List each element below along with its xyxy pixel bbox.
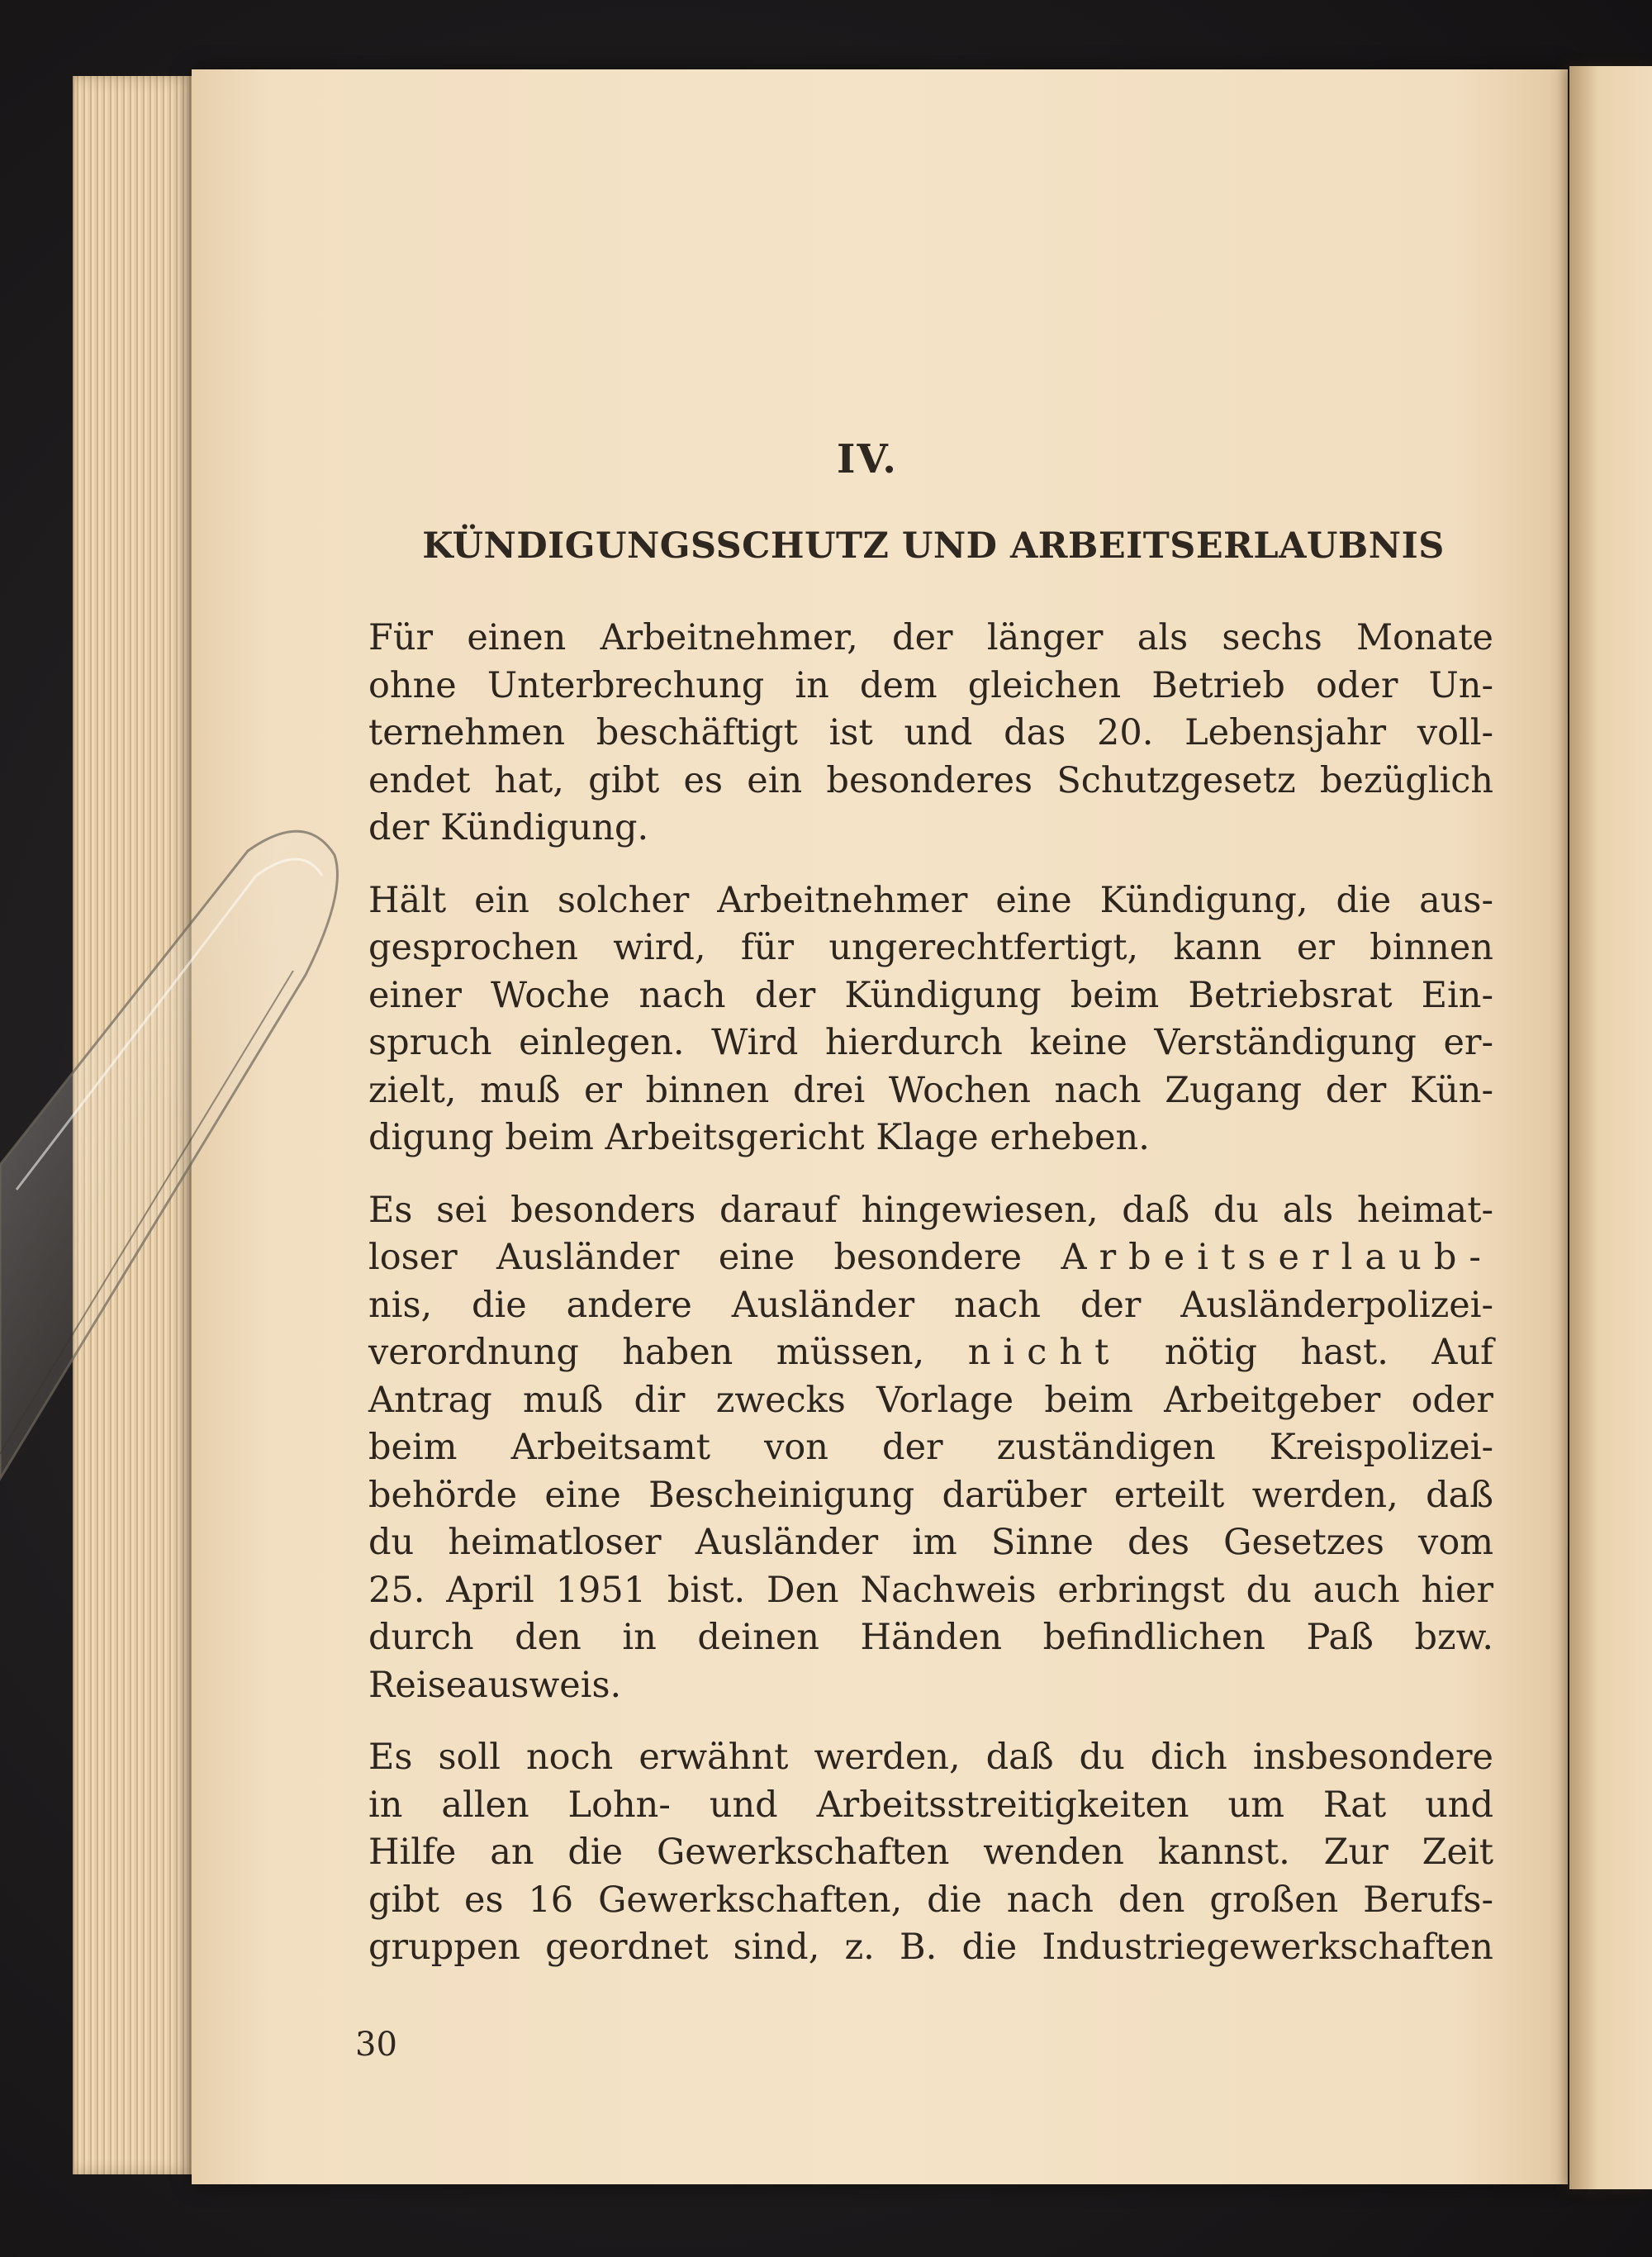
text-line: Hält ein solcher Arbeitnehmer eine Kündigung, die aus- bbox=[368, 879, 1493, 921]
paragraph-4 bbox=[368, 1734, 1493, 1972]
chapter-title: KÜNDIGUNGSSCHUTZ UND ARBEITSERLAUBNIS bbox=[422, 525, 1445, 567]
chapter-number: IV. bbox=[836, 436, 898, 482]
text-line: der Kündigung. bbox=[368, 807, 649, 848]
text-line: gesprochen wird, für ungerechtfertigt, kann er binnen bbox=[368, 927, 1493, 968]
text-line: in allen Lohn- und Arbeitsstreitigkeiten um Rat und bbox=[368, 1784, 1493, 1826]
page-number: 30 bbox=[355, 2026, 397, 2064]
paragraph-3 bbox=[368, 1187, 1493, 1710]
paragraph-1 bbox=[368, 615, 1493, 853]
emphasized-word: nicht bbox=[967, 1332, 1122, 1373]
text-line: einer Woche nach der Kündigung beim Betriebsrat Ein- bbox=[368, 974, 1493, 1016]
text-line: gibt es 16 Gewerkschaften, die nach den großen Berufs- bbox=[368, 1879, 1493, 1921]
text-line: behörde eine Bescheinigung darüber erteilt werden, daß bbox=[368, 1474, 1493, 1516]
text-line: Reiseausweis. bbox=[368, 1664, 622, 1706]
text-line: durch den in deinen Händen befindlichen Paß bzw. bbox=[368, 1617, 1493, 1658]
text-line: gruppen geordnet sind, z. B. die Industriegewerkschaften bbox=[368, 1927, 1493, 1968]
text-line: zielt, muß er binnen drei Wochen nach Zugang der Kün- bbox=[368, 1069, 1493, 1111]
page-edges bbox=[73, 76, 200, 2174]
text-line: du heimatloser Ausländer im Sinne des Gesetzes vom bbox=[368, 1522, 1493, 1563]
text-line: Für einen Arbeitnehmer, der länger als sechs Monate bbox=[368, 617, 1493, 658]
text-fragment: nötig hast. Auf bbox=[1164, 1332, 1493, 1373]
text-fragment: loser Ausländer eine besondere bbox=[368, 1237, 1023, 1278]
text-line: nis, die andere Ausländer nach der Ausländerpolizei- bbox=[368, 1284, 1493, 1326]
text-line: Antrag muß dir zwecks Vorlage beim Arbeitgeber oder bbox=[368, 1379, 1493, 1421]
text-line: 25. April 1951 bist. Den Nachweis erbringst du auch hier bbox=[368, 1569, 1493, 1611]
text-line: Hilfe an die Gewerkschaften wenden kannst. Zur Zeit bbox=[368, 1832, 1493, 1873]
text-line: spruch einlegen. Wird hierdurch keine Verständigung er- bbox=[368, 1022, 1493, 1063]
text-line-with-emphasis bbox=[368, 1329, 1493, 1377]
emphasized-word: Arbeitserlaub- bbox=[1061, 1237, 1493, 1278]
text-line: ternehmen beschäftigt ist und das 20. Lebensjahr voll- bbox=[368, 712, 1493, 753]
facing-page-edge bbox=[1569, 66, 1652, 2189]
text-line: Es sei besonders darauf hingewiesen, daß du als heimat- bbox=[368, 1189, 1493, 1231]
text-line: beim Arbeitsamt von der zuständigen Kreispolizei- bbox=[368, 1427, 1493, 1468]
text-line: ohne Unterbrechung in dem gleichen Betrieb oder Un- bbox=[368, 664, 1493, 706]
text-line: digung beim Arbeitsgericht Klage erheben. bbox=[368, 1117, 1150, 1158]
body-text bbox=[368, 615, 1493, 1997]
text-line: Es soll noch erwähnt werden, daß du dich insbesondere bbox=[368, 1737, 1493, 1778]
text-line: endet hat, gibt es ein besonderes Schutzgesetz bezüglich bbox=[368, 759, 1493, 801]
paragraph-2 bbox=[368, 877, 1493, 1162]
text-fragment: verordnung haben müssen, bbox=[368, 1332, 925, 1373]
text-line-with-emphasis bbox=[368, 1234, 1493, 1282]
